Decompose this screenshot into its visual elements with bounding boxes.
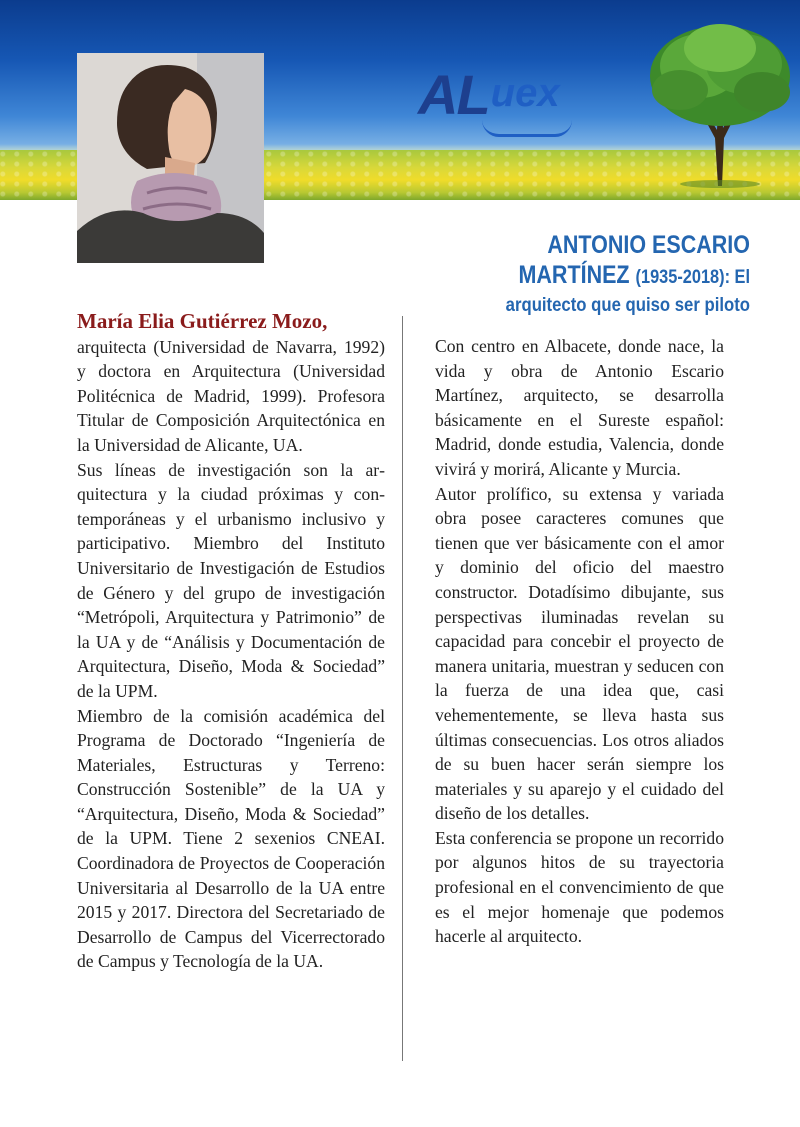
title-line-1: ANTONIO ESCARIO	[547, 231, 750, 259]
title-subtitle: arquitecto que quiso ser piloto	[505, 295, 750, 316]
column-divider	[402, 316, 403, 1061]
logo-swoosh	[482, 120, 572, 137]
bio-para-1	[77, 309, 385, 458]
logo-suffix: uex	[490, 71, 560, 115]
author-portrait	[77, 53, 264, 263]
author-name: María Elia Gutiérrez Mozo,	[77, 309, 328, 333]
lecture-abstract	[435, 334, 724, 949]
abstract-para-3: Esta conferencia se propone un recorrido por algunos hitos de su trayectoria profesional en el convencimiento de que es el mejor homenaje que podemos hacerle al arquitecto.	[435, 827, 724, 947]
bio-para-3: Miembro de la comisión académica del Programa de Doctorado “Ingeniería de Materiales, Estructuras y Terreno: Construcción Sostenible” de la UA y “Arquitectura, Diseño, Moda & Sociedad” de la UPM. Tiene 2 sexenios CNEAI. Coordinadora de Proyectos de Cooperación Universitaria al Desarrollo de la UA entre 2015 y 2017. Directora del Secretariado de Desarrollo de Campus del Vicerrectorado de Campus y Tecnología de la UA.	[77, 705, 385, 972]
tree-illustration	[640, 18, 800, 188]
bio-para-2: Sus líneas de investigación son la arquitectura y la ciudad próximas y contemporáneas y el urbanismo inclusivo y participativo. Miembro del Instituto Universitario de Investigación de Estudios de Género y del grupo de investigación “Metrópoli, Arquitectura y Patrimonio” de la UA y de “Análisis y Documentación de Arquitectura, Diseño, Moda & Sociedad” de la UPM.	[77, 459, 385, 701]
abstract-para-2: Autor prolífico, su extensa y variada obra posee caracteres comunes que tienen que ver básicamente con el amor y dominio del oficio del maestro constructor. Dotadísimo dibujante, sus perspectivas iluminadas revelan su capacidad para concebir el proyecto de manera unitaria, muestran y seducen con la fuerza de una idea que, casi vehementemente, se lleva hasta sus últimas consecuencias. Los otros aliados de su buen hacer serán siempre los materiales y su aparejo y el cuidado del diseño de los detalles.	[435, 483, 724, 824]
lecture-title	[410, 230, 750, 319]
title-line-2	[458, 260, 750, 293]
author-bio	[77, 309, 385, 974]
logo-main: AL	[418, 63, 489, 126]
title-years: (1935-2018): El	[635, 267, 750, 288]
abstract-para-1: Con centro en Albacete, donde nace, la vida y obra de Antonio Escario Martínez, arquitecto, se desarrolla básicamente en el Sureste español: Madrid, donde estudia, Valencia, donde vivirá y morirá, Alicante y Murcia.	[435, 336, 724, 479]
aluex-logo	[418, 62, 560, 132]
title-surname: MARTÍNEZ	[518, 261, 636, 289]
bio-para-1-text: arquitecta (Universidad de Navarra, 1992) y doctora en Arquitectura (Universidad Politécnica de Madrid, 1999). Profesora Titular de Composición Arquitectónica en la Universidad de Alicante, UA.	[77, 336, 385, 455]
portrait-drawing	[77, 53, 264, 263]
